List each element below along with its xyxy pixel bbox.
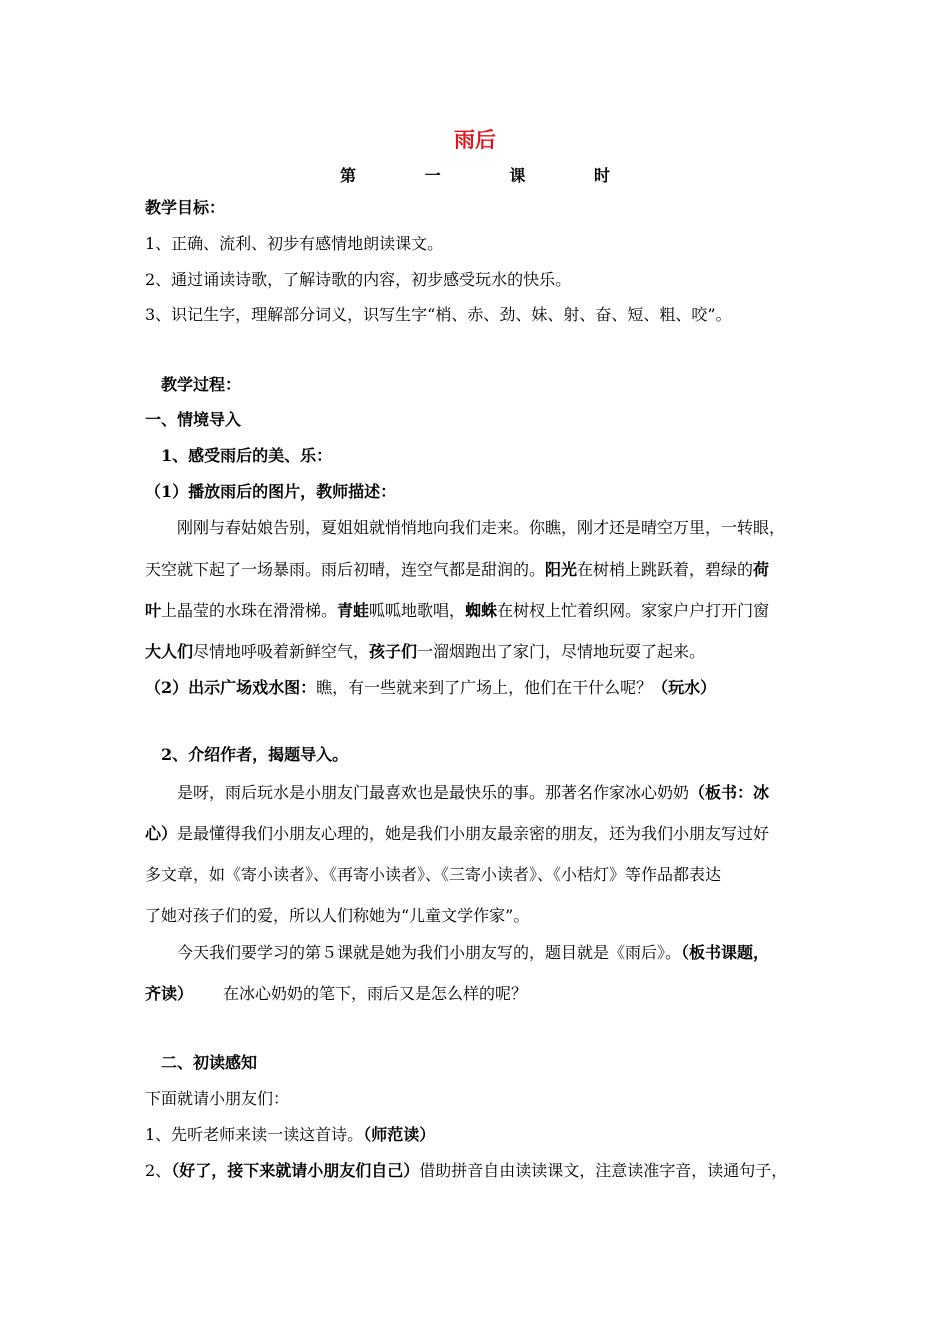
section1-heading: 一、情境导入 — [145, 410, 242, 429]
subtitle-char: 第 — [340, 166, 357, 185]
paragraph-line: 天空就下起了一场暴雨。雨后初晴，连空气都是甜润的。阳光在树梢上跳跃着，碧绿的荷 — [145, 560, 770, 579]
paragraph-line: 齐读） 在冰心奶奶的笔下，雨后又是怎么样的呢？ — [145, 984, 528, 1003]
paragraph-line: 心）是最懂得我们小朋友心理的，她是我们小朋友最亲密的朋友，还为我们小朋友写过好 — [145, 824, 770, 843]
process-heading: 教学过程： — [161, 375, 242, 394]
paragraph-line: 是呀，雨后玩水是小朋友门最喜欢也是最快乐的事。那著名作家冰心奶奶（板书：冰 — [177, 783, 770, 802]
section2-item: 2、（好了，接下来就请小朋友们自己）借助拼音自由读读课文，注意读准字音，读通句子， — [145, 1161, 788, 1180]
section2-item: 1、先听老师来读一读这首诗。（师范读） — [145, 1125, 436, 1144]
section2-intro: 下面就请小朋友们： — [145, 1089, 290, 1108]
page-title: 雨后 — [454, 128, 496, 152]
lesson-subtitle — [340, 163, 610, 186]
paragraph-line: 大人们尽情地呼吸着新鲜空气，孩子们一溜烟跑出了家门，尽情地玩耍了起来。 — [145, 642, 706, 661]
section2-heading: 二、初读感知 — [161, 1053, 258, 1072]
goal-item: 1、正确、流利、初步有感情地朗读课文。 — [145, 234, 444, 253]
goal-item: 3、识记生字，理解部分词义，识写生字“梢、赤、劲、妹、射、奋、短、粗、咬”。 — [145, 305, 732, 324]
section1-sub1-1: （1）播放雨后的图片，教师描述： — [145, 482, 397, 501]
paragraph-line: 今天我们要学习的第５课就是她为我们小朋友写的，题目就是《雨后》。（板书课题， — [177, 943, 770, 962]
section1-sub1: 1、感受雨后的美、乐： — [161, 446, 333, 465]
paragraph-line: 多文章，如《寄小读者》、《再寄小读者》、《三寄小读者》、《小桔灯》等作品都表达 — [145, 865, 722, 884]
goals-heading: 教学目标： — [145, 198, 226, 217]
paragraph-line: 刚刚与春姑娘告别，夏姐姐就悄悄地向我们走来。你瞧，刚才还是晴空万里，一转眼， — [177, 518, 786, 537]
section1-sub2: 2、介绍作者，揭题导入。 — [161, 745, 349, 764]
paragraph-line: 了她对孩子们的爱，所以人们称她为“儿童文学作家”。 — [145, 906, 530, 925]
subtitle-char: 时 — [593, 166, 610, 185]
subtitle-char: 一 — [424, 166, 441, 185]
goal-item: 2、通过诵读诗歌，了解诗歌的内容，初步感受玩水的快乐。 — [145, 270, 572, 289]
paragraph-line: 叶上晶莹的水珠在滑滑梯。青蛙呱呱地歌唱，蜘蛛在树杈上忙着织网。家家户户打开门窗 — [145, 601, 770, 620]
section1-sub1-2: （2）出示广场戏水图：瞧，有一些就来到了广场上，他们在干什么呢？（玩水） — [145, 678, 717, 697]
subtitle-char: 课 — [509, 166, 526, 185]
